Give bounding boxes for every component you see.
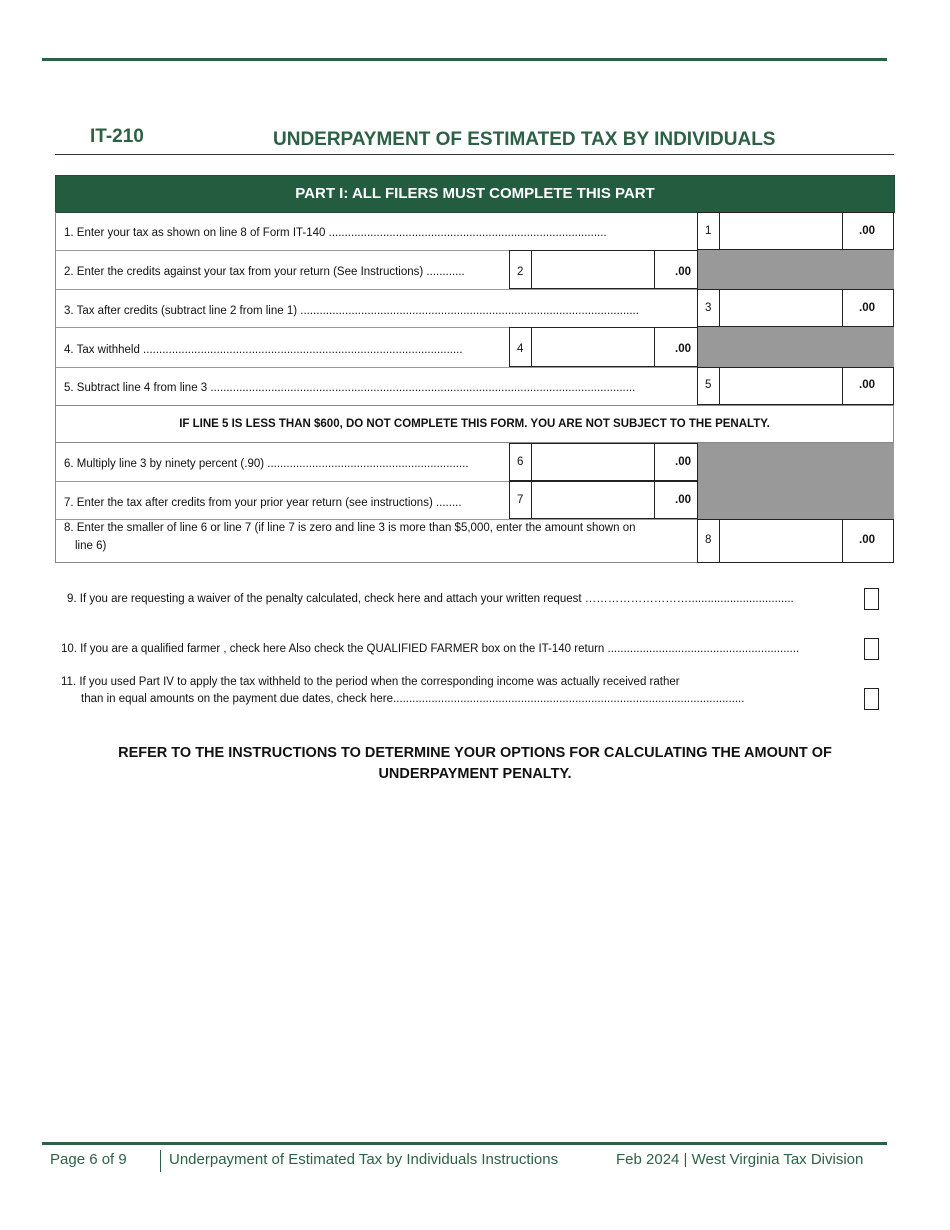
page-title: UNDERPAYMENT OF ESTIMATED TAX BY INDIVIDUALS bbox=[273, 129, 776, 150]
line-3-number-box: 3 bbox=[697, 289, 720, 327]
line-3-cents: .00 bbox=[842, 289, 894, 327]
line-10-checkbox[interactable] bbox=[864, 638, 879, 660]
line-8-cents: .00 bbox=[842, 519, 894, 563]
footer-doc-title: Underpayment of Estimated Tax by Individuals Instructions bbox=[169, 1151, 559, 1168]
line-4-shaded-area bbox=[698, 327, 894, 367]
line-9-checkbox[interactable] bbox=[864, 588, 879, 610]
line-1-label: 1. Enter your tax as shown on line 8 of Form IT-140 ....................................................................................... bbox=[64, 227, 607, 239]
line-4-amount-input[interactable] bbox=[531, 327, 655, 367]
line-2-label: 2. Enter the credits against your tax from your return (See Instructions) ............ bbox=[64, 266, 465, 278]
line-6-amount-input[interactable] bbox=[531, 443, 655, 481]
line-5-amount-input[interactable] bbox=[719, 367, 843, 405]
line-8-label-cont: line 6) bbox=[75, 540, 107, 552]
line-9-label: 9. If you are requesting a waiver of the penalty calculated, check here and attach your written request ………………………................................. bbox=[67, 593, 794, 605]
line-5-number-box: 5 bbox=[697, 367, 720, 405]
line-1-number-box: 1 bbox=[697, 212, 720, 250]
line-3-amount-input[interactable] bbox=[719, 289, 843, 327]
line-11-label: 11. If you used Part IV to apply the tax withheld to the period when the corresponding income was actually received rather bbox=[61, 676, 680, 688]
penalty-threshold-notice: IF LINE 5 IS LESS THAN $600, DO NOT COMPLETE THIS FORM. YOU ARE NOT SUBJECT TO THE PENALTY. bbox=[55, 405, 894, 443]
line-11-label-cont: than in equal amounts on the payment due dates, check here.............................................................................................................. bbox=[81, 693, 745, 705]
form-code: IT-210 bbox=[90, 126, 144, 147]
line-8-amount-input[interactable] bbox=[719, 519, 843, 563]
line-8-number-box: 8 bbox=[697, 519, 720, 563]
line-6-number-box: 6 bbox=[509, 443, 532, 481]
line-11-checkbox[interactable] bbox=[864, 688, 879, 710]
line-5-cents: .00 bbox=[842, 367, 894, 405]
line-6-label: 6. Multiply line 3 by ninety percent (.90) ............................................................... bbox=[64, 458, 469, 470]
line-8-label: 8. Enter the smaller of line 6 or line 7 (if line 7 is zero and line 3 is more than $5,000, enter the amount shown on bbox=[64, 522, 636, 534]
line-2-cents: .00 bbox=[654, 250, 698, 289]
line-7-label: 7. Enter the tax after credits from your prior year return (see instructions) ........ bbox=[64, 497, 462, 509]
line-4-label: 4. Tax withheld .................................................................................................... bbox=[64, 344, 463, 356]
line-4-number-box: 4 bbox=[509, 327, 532, 367]
line-2-shaded-area bbox=[698, 250, 894, 289]
line-7-number-box: 7 bbox=[509, 481, 532, 519]
line-7-cents: .00 bbox=[654, 481, 698, 519]
line-1-cents: .00 bbox=[842, 212, 894, 250]
line-6-7-shaded-area bbox=[698, 443, 894, 519]
line-2-number-box: 2 bbox=[509, 250, 532, 289]
page-number: Page 6 of 9 bbox=[50, 1151, 127, 1168]
line-2-amount-input[interactable] bbox=[531, 250, 655, 289]
line-4-cents: .00 bbox=[654, 327, 698, 367]
footer-date-org: Feb 2024 | West Virginia Tax Division bbox=[616, 1151, 864, 1168]
line-7-amount-input[interactable] bbox=[531, 481, 655, 519]
line-1-amount-input[interactable] bbox=[719, 212, 843, 250]
top-rule bbox=[42, 58, 887, 61]
title-rule bbox=[55, 154, 894, 155]
footer-divider bbox=[160, 1150, 161, 1172]
line-3-label: 3. Tax after credits (subtract line 2 from line 1) .......................................................................................................... bbox=[64, 305, 639, 317]
footer-rule bbox=[42, 1142, 887, 1145]
line-10-label: 10. If you are a qualified farmer , check here Also check the QUALIFIED FARMER box on the IT-140 return ............................................................ bbox=[61, 643, 800, 655]
line-6-cents: .00 bbox=[654, 443, 698, 481]
part1-heading: PART I: ALL FILERS MUST COMPLETE THIS PART bbox=[55, 175, 895, 213]
line-5-label: 5. Subtract line 4 from line 3 ..................................................................................................................................... bbox=[64, 382, 636, 394]
instructions-note: REFER TO THE INSTRUCTIONS TO DETERMINE YOUR OPTIONS FOR CALCULATING THE AMOUNT OF UNDERPAYMENT PENALTY. bbox=[118, 745, 832, 782]
